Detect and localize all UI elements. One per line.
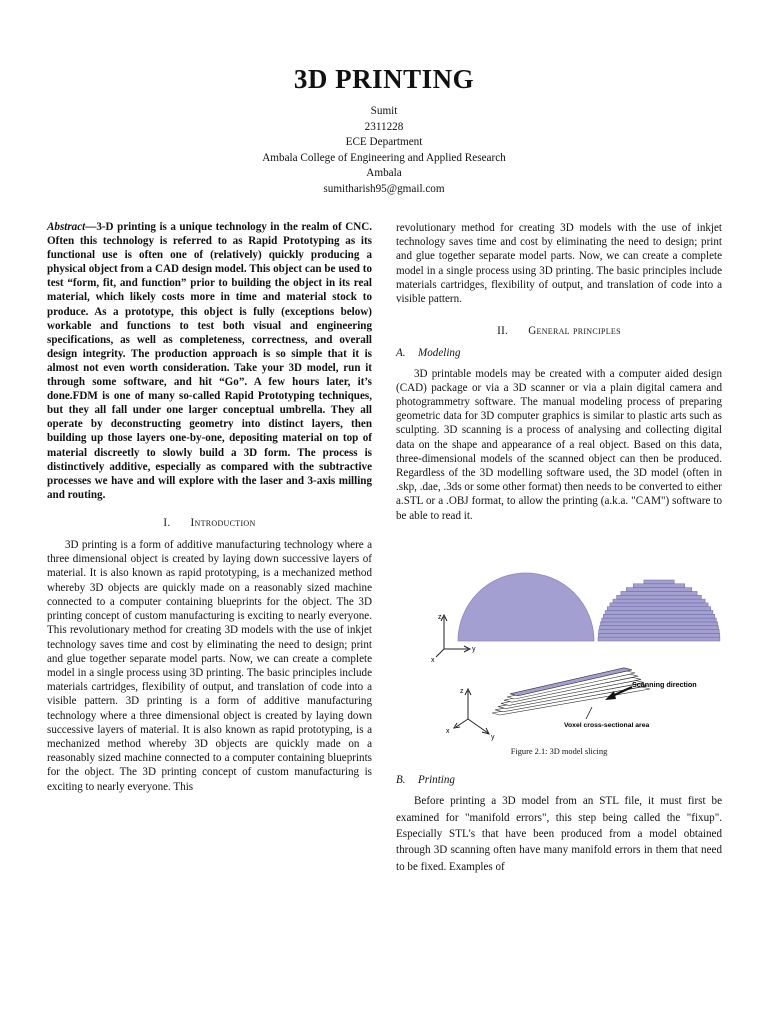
abstract-dash: — <box>85 221 97 233</box>
voxel-leader-line <box>586 707 592 719</box>
slice-layer <box>599 629 720 633</box>
abstract-lead: Abstract <box>47 221 86 233</box>
subsection-title: Printing <box>418 774 455 787</box>
slice-layer <box>613 599 705 603</box>
slice-layer <box>601 622 718 626</box>
upper-axis-z-label: z <box>438 613 442 621</box>
slice-layer <box>644 580 674 584</box>
lower-axis-z-label: z <box>460 687 464 695</box>
left-column <box>47 220 372 794</box>
slice-layer <box>603 614 715 618</box>
sliced-model-dome <box>598 580 720 641</box>
slice-layer <box>617 595 702 599</box>
slice-layer <box>607 607 710 611</box>
subsection-label: B. <box>396 774 406 787</box>
author-college: Ambala College of Engineering and Applied Research <box>262 151 506 164</box>
author-block <box>0 104 768 198</box>
author-city: Ambala <box>366 167 402 180</box>
lower-axis-x-label: x <box>446 727 450 735</box>
layered-slab <box>492 668 650 715</box>
intro-paragraph: 3D printing is a form of additive manufacturing technology where a three dimensional object is created by laying down successive layers of material. It is also known as rapid prototyping, is a mechanized method whereby 3D objects are quickly made on a reasonably sized machine connected to a computer containing blueprints for the object. The 3D printing concept of custom manufacturing is exciting to nearly everyone. This revolutionary method for creating 3D models with the use of inkjet technology saves time and cost by eliminating the need to design; print and glue together separate model parts. Now, we can create a complete model in a single process using 3D printing. The basic principles include materials cartridges, flexibility of output, and translation of code into a visible pattern. 3D printing is a form of additive manufacturing technology where a three dimensional object is created by laying down successive layers of material. It is also known as rapid prototyping, is a mechanized method whereby 3D objects are quickly made on a reasonably sized machine connected to a computer containing blueprints for the object. The 3D printing concept of custom manufacturing is exciting to nearly everyone. This <box>47 539 372 793</box>
slice-layer <box>621 591 697 595</box>
slice-layer <box>602 618 717 622</box>
figure-caption: Figure 2.1: 3D model slicing <box>510 746 608 756</box>
right-column <box>396 221 722 875</box>
upper-axis-x-label: x <box>431 656 435 664</box>
slice-layer <box>598 633 720 637</box>
slice-layer <box>605 610 713 614</box>
lower-axes <box>454 689 489 734</box>
slice-layer <box>626 587 692 591</box>
slice-layer <box>598 637 720 641</box>
slice-layer <box>600 626 719 630</box>
figure-3d-model-slicing <box>396 537 722 745</box>
section-title: General principles <box>528 325 621 338</box>
author-department: ECE Department <box>345 136 423 149</box>
scanning-direction-label: Scanning direction <box>632 679 697 689</box>
section-heading-introduction <box>47 516 372 530</box>
upper-axis-y-label: y <box>472 645 476 653</box>
paper-title: 3D PRINTING <box>293 64 475 94</box>
slice-layer <box>610 603 708 607</box>
subsection-label: A. <box>396 347 406 360</box>
section-number: II. <box>497 325 509 338</box>
section-number: I. <box>163 516 171 529</box>
abstract-text: 3-D printing is a unique technology in the realm of CNC. Often this technology is referred to as Rapid Prototyping as its functional use is often one of (relatively) quickly producing a physical object from a CAD design model. This object can be used to test “form, fit, and function” prior to building the object in its real material, which likely costs more in time and material stock to produce. As a prototype, this object is fully (exceptions below) workable and functions to test both visual and engineering specifications, as well as completeness, correctness, and overall design integrity. The production approach is so simple that it is almost not even worth consideration. Take your 3D model, run it through some software, and hit “Go”. A few hours later, it’s done.FDM is one of many so-called Rapid Prototyping techniques, but they all fall under one larger conceptual umbrella. They all operate by deconstructing geometry into distinct layers, then building up those layers one-by-one, depositing material on top of material discreetly to slowly build a 3D form. The process is distinctively additive, especially as compared with the subtractive processes we have and will explore with the laser and 3-axis milling and routing. <box>47 221 372 501</box>
intro-paragraph-continued: revolutionary method for creating 3D models with the use of inkjet technology saves time and cost by eliminating the need to design; print and glue together separate model parts. Now, we can create a complete model in a single process using 3D printing. The basic principles include materials cartridges, flexibility of output, and translation of code into a visible pattern. <box>396 222 722 306</box>
section-heading-general-principles <box>396 324 722 338</box>
solid-model-dome <box>458 573 594 641</box>
printing-paragraph: Before printing a 3D model from an STL file, it must first be examined for "manifold errors", this step being called the "fixup". Especially STL's that have been produced from a model obtained through 3D scanning often have many manifold errors in them that need to be fixed. Examples of <box>396 795 722 873</box>
subsection-heading-printing <box>396 773 722 787</box>
modeling-paragraph: 3D printable models may be created with a computer aided design (CAD) package or via a 3D scanner or via a plain digital camera and photogrammetry software. The manual modeling process of preparing geometric data for 3D computer graphics is similar to plastic arts such as sculpting. 3D scanning is a process of analysing and collecting digital data on the shape and appearance of a real object. Based on this data, three-dimensional models of the scanned object can then be produced. Regardless of the 3D modelling software used, the 3D model (often in .skp, .dae, .3ds or some other format) then needs to be converted to either a.STL or a .OBJ format, to allow the printing (a.k.a. "CAM") software to be able to read it. <box>396 367 722 522</box>
slicing-figure-svg <box>396 537 722 745</box>
subsection-title: Modeling <box>418 347 461 360</box>
slice-layer <box>633 584 685 588</box>
section-title: Introduction <box>190 516 256 529</box>
abstract <box>47 220 372 502</box>
author-name: Sumit <box>370 105 398 117</box>
lower-axis-y-label: y <box>491 733 495 741</box>
author-email: sumitharish95@gmail.com <box>323 182 445 195</box>
author-id: 2311228 <box>364 120 404 133</box>
voxel-label: Voxel cross-sectional area <box>564 721 650 729</box>
subsection-heading-modeling <box>396 346 722 360</box>
